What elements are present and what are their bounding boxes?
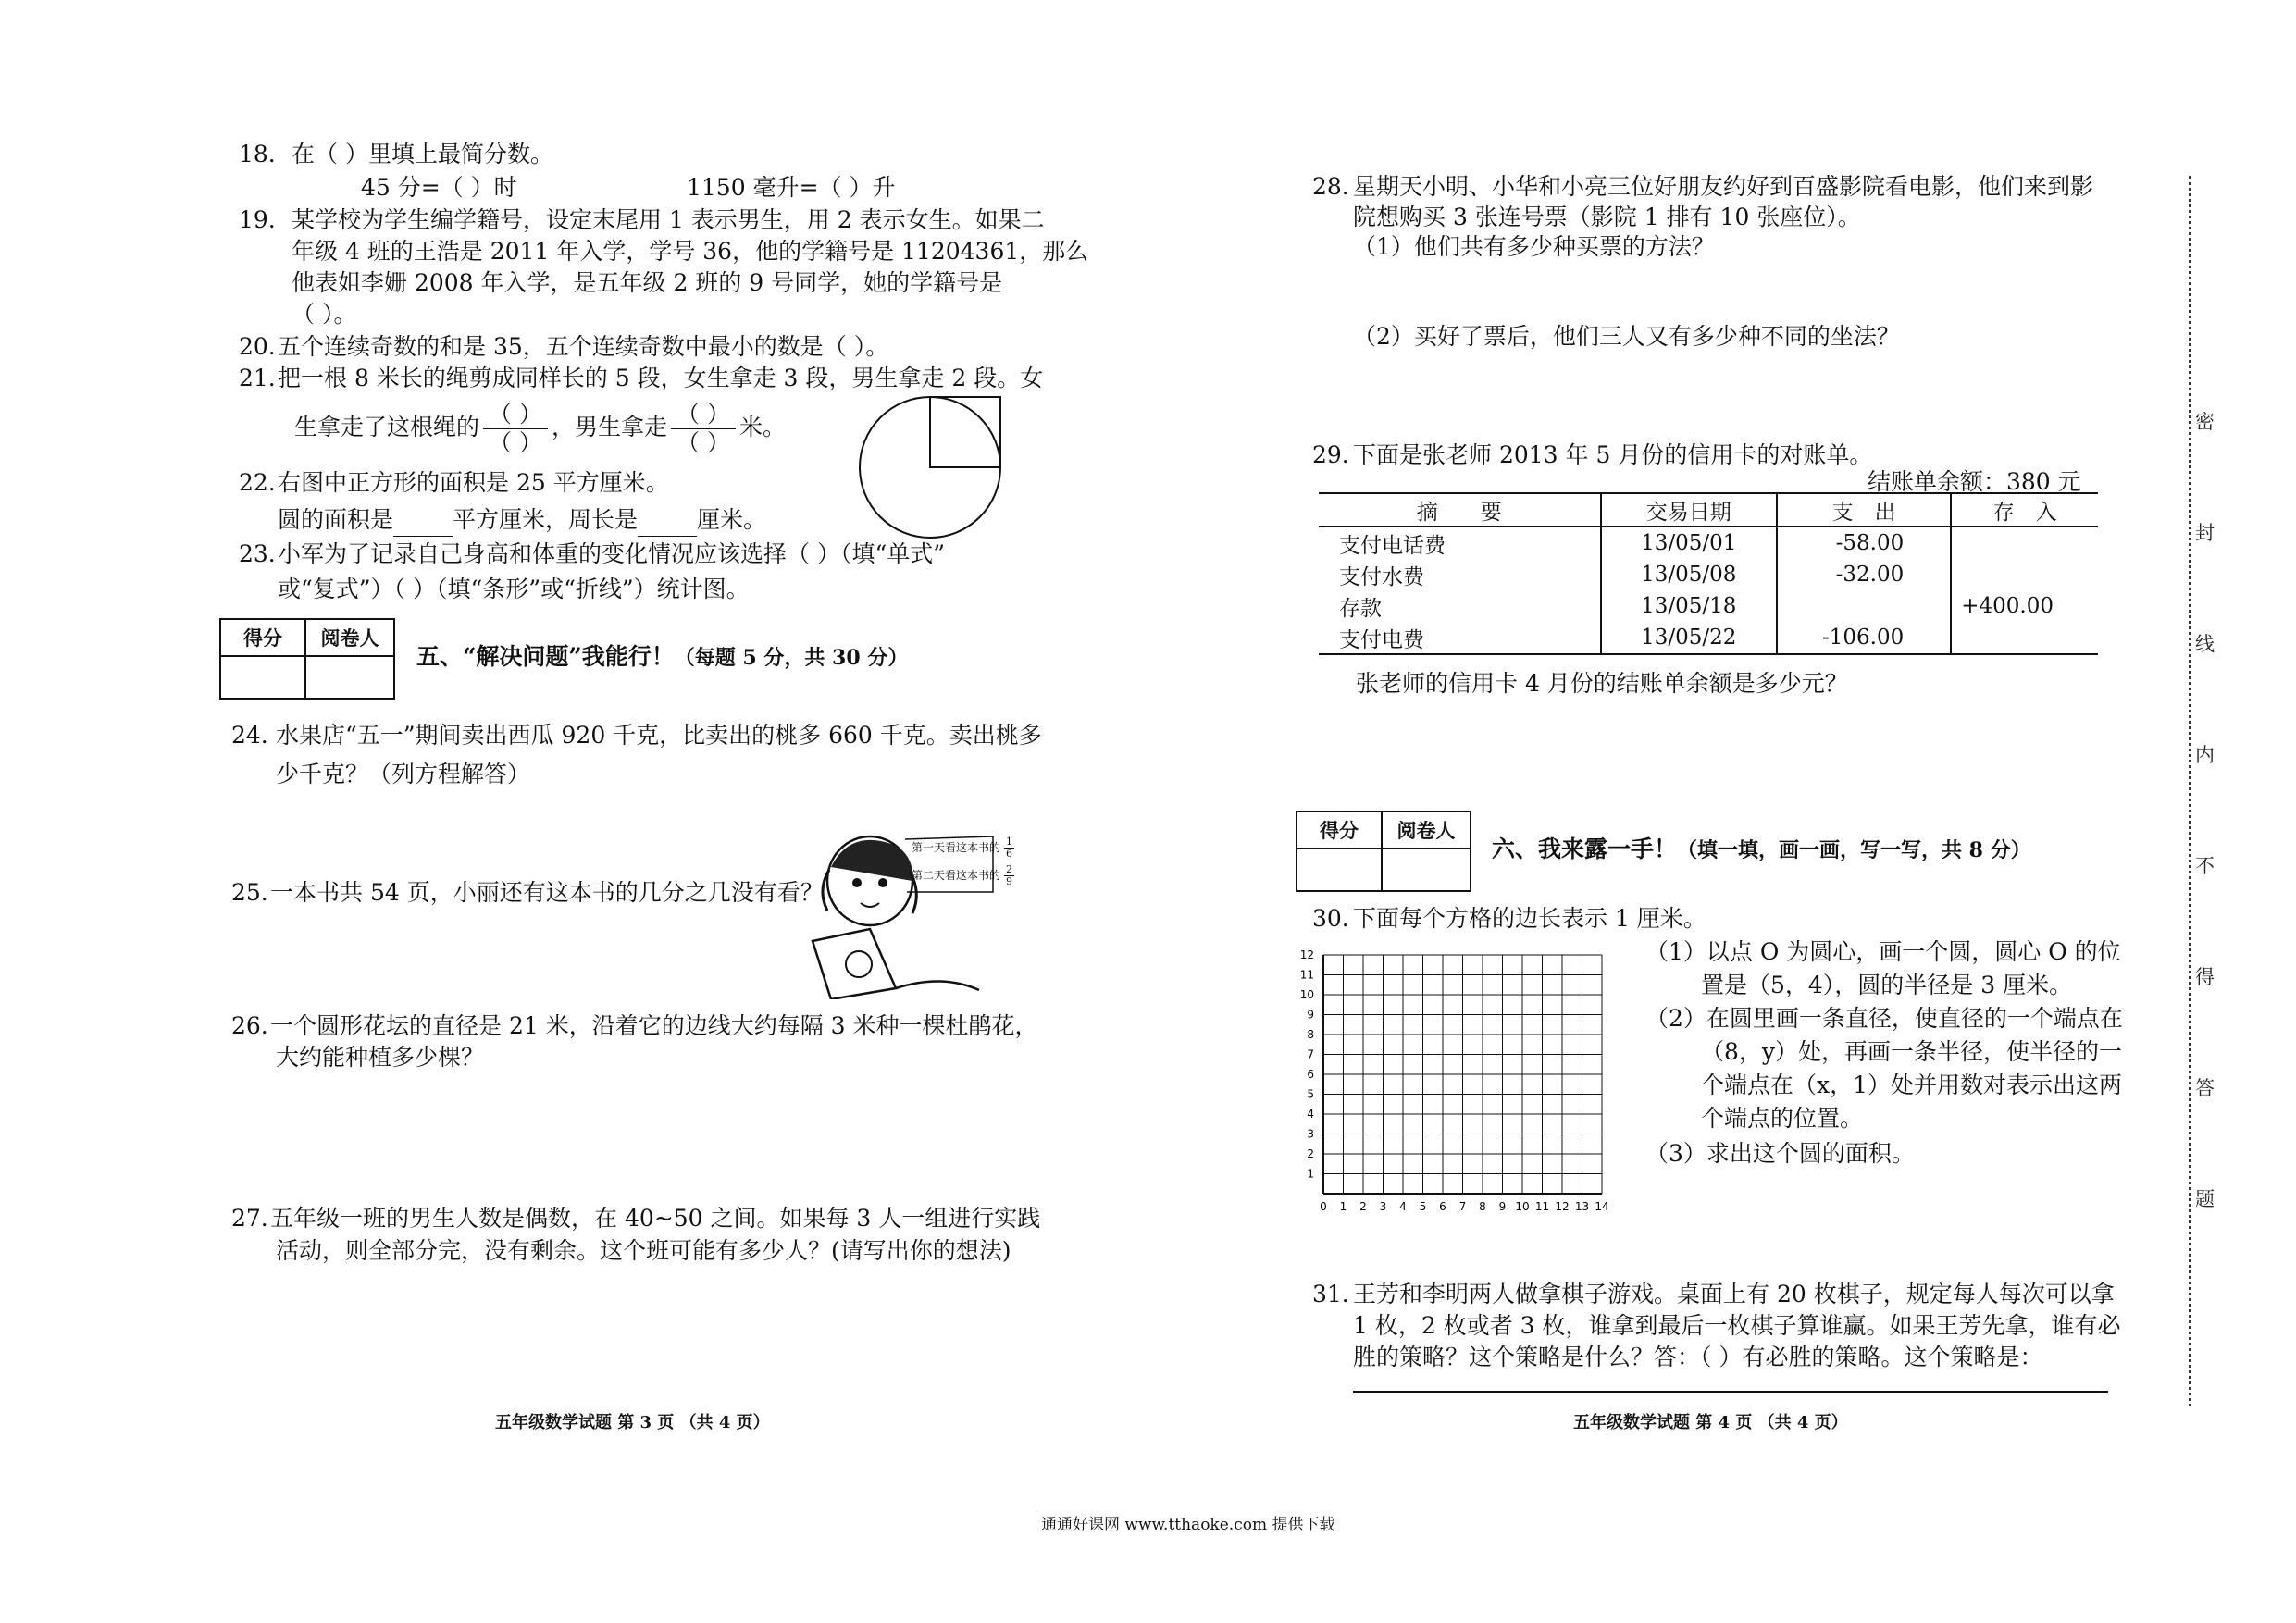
q22-line1: 右图中正方形的面积是 25 平方厘米。 — [278, 469, 669, 496]
q24-line2: 少千克？（列方程解答） — [276, 761, 531, 787]
q23-line2: 或“复式”）（ ）（填“条形”或“折线”）统计图。 — [278, 576, 750, 602]
left-page-footer: 五年级数学试题 第 3 页 （共 4 页） — [495, 1413, 770, 1432]
q21-fraction-girls — [483, 401, 548, 457]
q24-line1: 水果店“五一”期间卖出西瓜 920 千克，比卖出的桃多 660 千克。卖出桃多 — [276, 722, 1042, 749]
section5-title — [416, 638, 908, 672]
bubble-line2 — [912, 864, 1018, 887]
q29-number: 29. — [1312, 441, 1349, 468]
header-deposit: 存 入 — [1951, 493, 2098, 527]
q21-fraction-boys — [671, 401, 736, 457]
grid-ytick: 9 — [1307, 1008, 1314, 1022]
q28-number: 28. — [1312, 173, 1349, 200]
q29-question: 张老师的信用卡 4 月份的结账单余额是多少元？ — [1356, 670, 1848, 697]
row-expense: -32.00 — [1777, 559, 1951, 590]
grid-xtick: 12 — [1555, 1200, 1570, 1213]
header-summary: 摘 要 — [1416, 500, 1502, 525]
q30-part2-line1: （2）在圆里画一条直径，使直径的一个端点在 — [1645, 1005, 2123, 1032]
grid-xtick: 14 — [1595, 1200, 1609, 1213]
q18-text: 在（ ）里填上最简分数。 — [292, 141, 553, 167]
header-date: 交易日期 — [1601, 493, 1777, 527]
credit-statement-table — [1319, 492, 2098, 655]
q31-line3: 胜的策略？这个策略是什么？答：（ ）有必胜的策略。这个策略是： — [1353, 1344, 2043, 1370]
grid-xtick: 11 — [1534, 1200, 1550, 1213]
frac-denominator: （ ） — [676, 429, 730, 456]
row-date: 13/05/22 — [1601, 622, 1777, 654]
row-deposit — [1951, 622, 2098, 654]
score-box-section6 — [1296, 811, 1471, 892]
row-date: 13/05/08 — [1601, 559, 1777, 590]
q21-line1: 把一根 8 米长的绳剪成同样长的 5 段，女生拿走 3 段，男生拿走 2 段。女 — [278, 365, 1044, 391]
q19-number: 19. — [239, 206, 276, 233]
ledger-row — [1319, 527, 2098, 559]
q18-b: 1150 毫升=（ ）升 — [687, 174, 896, 201]
download-footer: 通通好课网 www.tthaoke.com 提供下载 — [1041, 1516, 1335, 1534]
q29-text: 下面是张老师 2013 年 5 月份的信用卡的对账单。 — [1353, 441, 1873, 468]
q30-part2-line3: 个端点在（x，1）处并用数对表示出这两 — [1701, 1072, 2123, 1098]
q22-blank-area — [393, 504, 453, 537]
q23-line1: 小军为了记录自己身高和体重的变化情况应该选择（ ）（填“单式” — [278, 540, 946, 567]
q22-line2 — [278, 504, 766, 537]
q22-number: 22. — [239, 469, 276, 496]
score-box-section5 — [219, 618, 395, 700]
bubble-text2: 第二天看这本书的 — [912, 869, 1001, 882]
score-cell — [220, 656, 305, 699]
q27-number: 27. — [231, 1205, 268, 1232]
bubble-frac1-bottom: 6 — [1006, 848, 1013, 860]
score-header: 得分 — [220, 619, 305, 656]
grid-ytick: 4 — [1307, 1108, 1314, 1121]
q22-blank-circumference — [638, 504, 697, 537]
grid-xtick: 8 — [1479, 1200, 1486, 1213]
q18-number: 18. — [239, 141, 276, 167]
q26-line2: 大约能种植多少棵？ — [276, 1044, 485, 1071]
row-expense — [1777, 590, 1951, 622]
grid-xtick: 4 — [1399, 1200, 1407, 1213]
q30-part1-line2: 置是（5，4），圆的半径是 3 厘米。 — [1701, 972, 2073, 998]
seal-char: 答 — [2195, 1073, 2215, 1101]
grader-cell — [305, 656, 394, 699]
row-deposit — [1951, 527, 2098, 559]
frac-denominator: （ ） — [489, 429, 542, 456]
q20-text: 五个连续奇数的和是 35，五个连续奇数中最小的数是（ ）。 — [278, 333, 889, 360]
grid-ytick: 7 — [1307, 1047, 1314, 1061]
header-expense: 支 出 — [1777, 493, 1951, 527]
grid-xtick: 1 — [1339, 1200, 1347, 1213]
q30-part2-line2: （8，y）处，再画一条半径，使半径的一 — [1701, 1038, 2123, 1065]
q30-part2-line4: 个端点的位置。 — [1701, 1105, 1864, 1132]
q22-part-b: 平方厘米，周长是 — [453, 506, 639, 533]
q18-a: 45 分=（ ）时 — [361, 174, 517, 201]
grid-ytick: 6 — [1307, 1068, 1314, 1081]
q30-part3: （3）求出这个圆的面积。 — [1645, 1140, 1915, 1167]
q24-number: 24. — [231, 722, 268, 749]
seal-char: 线 — [2195, 629, 2215, 657]
section6-note: （填一填，画一画，写一写，共 8 分） — [1677, 838, 2031, 862]
grader-header: 阅卷人 — [305, 619, 394, 656]
q20-number: 20. — [239, 333, 276, 360]
score-cell — [1297, 849, 1382, 891]
grader-cell — [1382, 849, 1471, 891]
section5-heading: 五、“解决问题”我能行！ — [416, 643, 675, 670]
seal-dotted-line — [2189, 176, 2191, 1406]
q31-line2: 1 枚，2 枚或者 3 枚，谁拿到最后一枚棋子算谁赢。如果王芳先拿，谁有必 — [1353, 1312, 2121, 1339]
section6-title — [1492, 831, 2031, 864]
grid-ytick: 12 — [1299, 948, 1314, 961]
frac-numerator: （ ） — [483, 401, 548, 429]
seal-char: 封 — [2195, 518, 2215, 546]
right-page-footer: 五年级数学试题 第 4 页 （共 4 页） — [1573, 1413, 1848, 1432]
grid-xtick: 2 — [1359, 1200, 1367, 1213]
circle-square-figure — [856, 393, 1004, 541]
grid-xtick: 9 — [1498, 1200, 1507, 1213]
bubble-frac1-top: 1 — [1006, 836, 1013, 848]
bubble-line1 — [912, 836, 1018, 860]
row-deposit — [1951, 559, 2098, 590]
q23-number: 23. — [239, 540, 276, 567]
row-expense: -58.00 — [1777, 527, 1951, 559]
grid-xtick: 6 — [1439, 1200, 1446, 1213]
grid-ytick: 10 — [1299, 988, 1314, 1001]
row-summary: 支付电话费 — [1339, 533, 1446, 558]
grid-ytick: 11 — [1299, 968, 1314, 982]
q30-part1-line1: （1）以点 O 为圆心，画一个圆，圆心 O 的位 — [1645, 938, 2121, 965]
q31-number: 31. — [1312, 1281, 1349, 1307]
q28-line1: 星期天小明、小华和小亮三位好朋友约好到百盛影院看电影，他们来到影 — [1353, 173, 2094, 200]
grader-header: 阅卷人 — [1382, 812, 1471, 849]
coordinate-grid — [1296, 944, 1629, 1221]
seal-char: 得 — [2195, 962, 2215, 990]
q25-text: 一本书共 54 页，小丽还有这本书的几分之几没有看？ — [270, 879, 824, 906]
section5-note: （每题 5 分，共 30 分） — [674, 646, 909, 670]
q25-number: 25. — [231, 879, 268, 906]
row-date: 13/05/01 — [1601, 527, 1777, 559]
row-expense: -106.00 — [1777, 622, 1951, 654]
row-summary: 支付水费 — [1339, 564, 1424, 589]
q29-balance: 结账单余额：380 元 — [1868, 468, 2081, 495]
ledger-row — [1319, 590, 2098, 622]
q19-line2: 年级 4 班的王浩是 2011 年入学，学号 36，他的学籍号是 11204361，那么 — [292, 238, 1089, 265]
row-deposit: +400.00 — [1951, 590, 2098, 622]
q19-line1: 某学校为学生编学籍号，设定末尾用 1 表示男生，用 2 表示女生。如果二 — [292, 206, 1045, 233]
q21-part-a: 生拿走了这根绳的 — [294, 414, 480, 440]
score-header: 得分 — [1297, 812, 1382, 849]
ledger-rows — [1319, 527, 2098, 654]
q31-line1: 王芳和李明两人做拿棋子游戏。桌面上有 20 枚棋子，规定每人每次可以拿 — [1353, 1281, 2115, 1307]
q19-line3: 他表姐李姗 2008 年入学，是五年级 2 班的 9 号同学，她的学籍号是 — [292, 269, 1003, 296]
bubble-frac2 — [1004, 864, 1014, 887]
row-summary: 存款 — [1339, 596, 1382, 621]
q30-number: 30. — [1312, 905, 1349, 932]
q19-line4: （ ）。 — [292, 301, 357, 328]
q21-number: 21. — [239, 365, 276, 391]
q22-part-a: 圆的面积是 — [278, 506, 394, 533]
seal-char: 内 — [2195, 740, 2215, 768]
ledger-row — [1319, 559, 2098, 590]
ledger-row — [1319, 622, 2098, 654]
seal-char: 不 — [2195, 851, 2215, 879]
q31-answer-line — [1353, 1391, 2108, 1393]
grid-xtick: 10 — [1515, 1200, 1530, 1213]
q27-line2: 活动，则全部分完，没有剩余。这个班可能有多少人？(请写出你的想法) — [276, 1237, 1011, 1264]
q21-line2 — [294, 400, 786, 457]
q21-part-b: ，男生拿走 — [551, 414, 667, 440]
q21-part-c: 米。 — [738, 414, 786, 440]
bubble-frac2-top: 2 — [1006, 863, 1013, 875]
grid-ytick: 1 — [1307, 1167, 1314, 1181]
section6-heading: 六、我来露一手！ — [1492, 836, 1678, 862]
q26-line1: 一个圆形花坛的直径是 21 米，沿着它的边线大约每隔 3 米种一棵杜鹃花， — [270, 1012, 1038, 1039]
grid-ytick: 3 — [1307, 1127, 1314, 1141]
row-summary: 支付电费 — [1339, 627, 1424, 652]
bubble-frac2-bottom: 9 — [1006, 875, 1013, 887]
grid-ytick: 5 — [1307, 1087, 1314, 1101]
grid-xtick: 3 — [1379, 1200, 1387, 1213]
q28-sub1: （1）他们共有多少种买票的方法？ — [1353, 233, 1715, 260]
grid-xtick: 7 — [1458, 1200, 1467, 1213]
grid-xtick: 0 — [1320, 1200, 1327, 1213]
bubble-frac1 — [1004, 836, 1014, 860]
q28-sub2: （2）买好了票后，他们三人又有多少种不同的坐法？ — [1353, 323, 1900, 350]
q30-text: 下面每个方格的边长表示 1 厘米。 — [1353, 905, 1706, 932]
grid-xtick: 5 — [1419, 1200, 1427, 1213]
seal-char: 题 — [2195, 1184, 2215, 1212]
frac-numerator: （ ） — [671, 401, 736, 429]
bubble-text1: 第一天看这本书的 — [912, 841, 1001, 854]
grid-ytick: 2 — [1307, 1147, 1314, 1160]
grid-xtick: 13 — [1574, 1200, 1590, 1213]
q28-line2: 院想购买 3 张连号票（影院 1 排有 10 张座位）。 — [1353, 204, 1861, 230]
q27-line1: 五年级一班的男生人数是偶数，在 40~50 之间。如果每 3 人一组进行实践 — [270, 1205, 1041, 1232]
q22-part-c: 厘米。 — [697, 506, 767, 533]
seal-char: 密 — [2195, 407, 2215, 435]
row-date: 13/05/18 — [1601, 590, 1777, 622]
grid-ytick: 8 — [1307, 1028, 1314, 1041]
q26-number: 26. — [231, 1012, 268, 1039]
